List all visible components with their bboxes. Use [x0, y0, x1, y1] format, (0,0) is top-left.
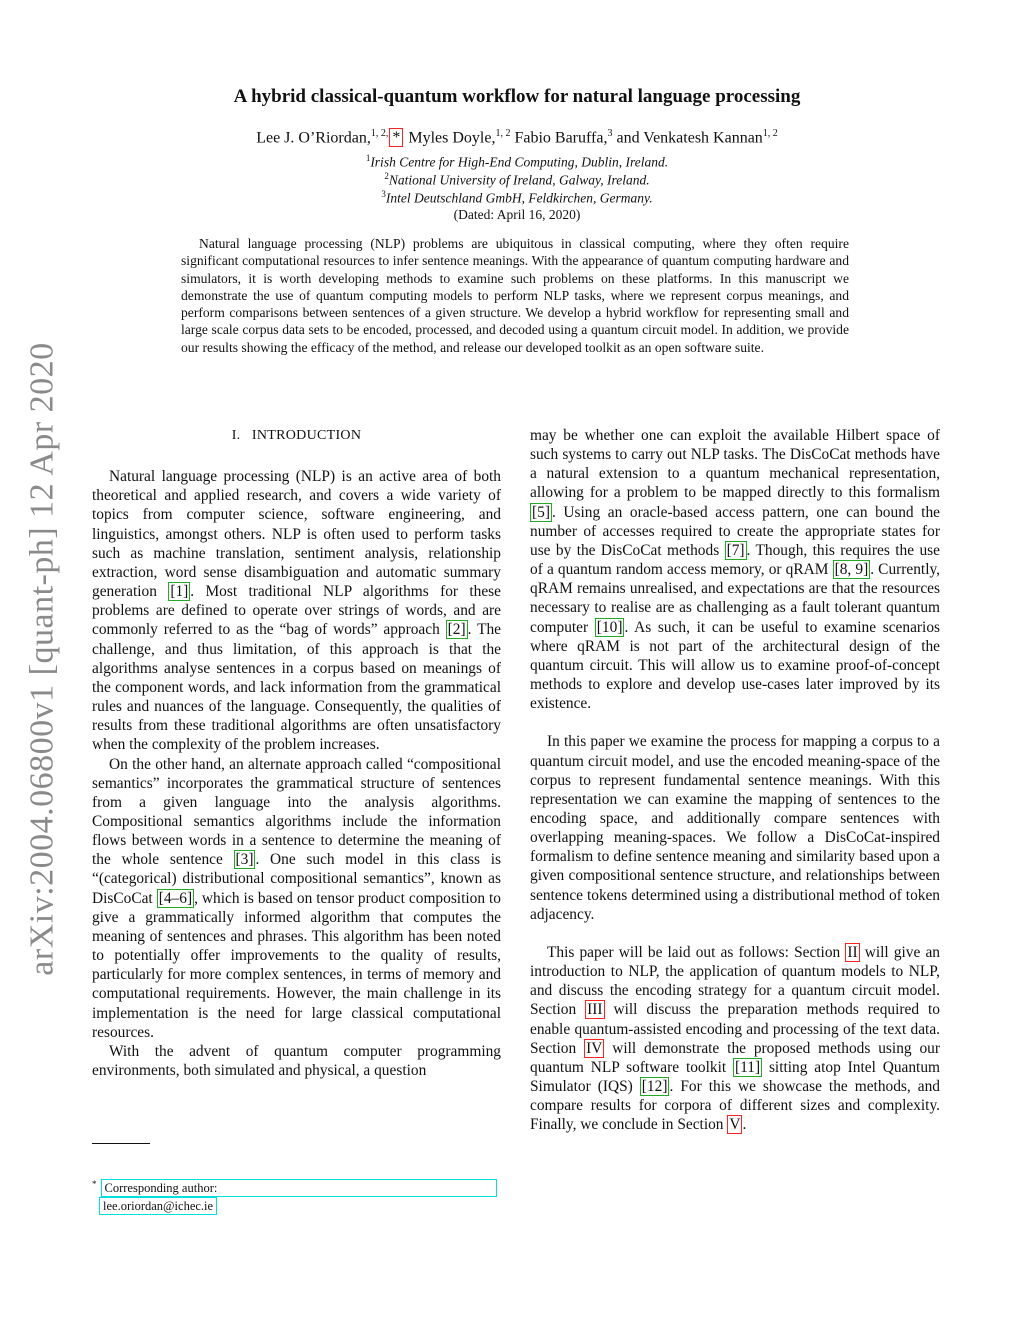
- arxiv-id: arXiv:2004.06800v1 [quant-ph] 12 Apr 2020: [24, 341, 61, 976]
- citation-link[interactable]: [5]: [532, 503, 550, 521]
- abstract: Natural language processing (NLP) problems are ubiquitous in classical computing, where they often require significant computational resources to infer sentence meanings. With the appearance of quantum computing hardware and simulators, it is worth developing methods to examine such problems on these platforms. In this manuscript we demonstrate the use of quantum computing models to perform NLP tasks, where we represent corpus meanings, and perform comparisons between sentences of a given structure. We develop a hybrid workflow for representing small and large scale corpus data sets to be encoded, processed, and decoded using a quantum circuit model. In addition, we provide our results showing the efficacy of the method, and release our developed toolkit as an open software suite.: [181, 236, 849, 355]
- dated-line: (Dated: April 16, 2020): [453, 207, 581, 222]
- author-list: [100, 128, 934, 147]
- right-column: [530, 426, 940, 1134]
- author-1-affil: 1, 2,: [370, 128, 389, 139]
- citation-link[interactable]: [3]: [235, 851, 254, 869]
- affiliation-text: Irish Centre for High-End Computing, Dublin, Ireland.: [370, 154, 669, 170]
- citation-link[interactable]: [2]: [447, 621, 466, 639]
- citation-link[interactable]: [8, 9]: [834, 561, 869, 579]
- affiliation-text: Intel Deutschland GmbH, Feldkirchen, Germany.: [385, 190, 653, 206]
- footnote-rule: [92, 1143, 150, 1144]
- affiliation-number: 1: [365, 153, 371, 163]
- affiliation-2: [100, 171, 934, 189]
- left-column: [92, 426, 501, 1080]
- email-link[interactable]: lee.oriordan@ichec.ie: [99, 1197, 217, 1215]
- paragraph: In this paper we examine the process for mapping a corpus to a quantum circuit model, and use the encoded meaning-space of the corpus to represent fundamental sentence meanings. With this representation we can examine the mapping of sentences to the encoding space, and additionally compare sentences with overlapping meaning-spaces. We follow a DisCoCat-inspired formalism to define sentence meaning and similarity based upon a given compositional sentence structure, and relationships between sentence tokens determined using a distributional method of token adjacency.: [530, 733, 940, 923]
- citation-link[interactable]: [10]: [596, 618, 623, 636]
- arxiv-sidebar-stamp: [18, 336, 68, 981]
- author-4: and Venkatesh Kannan: [616, 129, 763, 147]
- author-4-affil: 1, 2: [762, 128, 778, 139]
- affiliation-number: 2: [384, 171, 389, 181]
- affiliation-1: [100, 153, 934, 171]
- corresponding-author-mark[interactable]: *: [389, 128, 403, 147]
- footnote-mark: *: [92, 1179, 97, 1189]
- citation-link[interactable]: [1]: [170, 583, 189, 601]
- paper-title: A hybrid classical-quantum workflow for natural language processing: [233, 86, 801, 107]
- citation-link[interactable]: [12]: [641, 1078, 668, 1095]
- citation-link[interactable]: [11]: [735, 1058, 761, 1076]
- paragraph: Natural language processing (NLP) is an active area of both theoretical and applied research, and covers a wide variety of topics from computer science, software engineering, and linguistics, amongst others. NLP is often used to perform tasks such as machine translation, sentiment analysis, relationship extraction, word sense disambiguation and automatic summary generation [1] . Most traditional NLP algorithms for these problems are defined to operate over strings of words, and are commonly referred to as the “bag of words” approach [2] . The challenge, and thus limitation, of this approach is that the algorithms analyse sentences in a corpus based on meanings of the component words, and lack information from the grammatical rules and nuances of the language. Consequently, the qualities of results from these traditional algorithms are often unsatisfactory when the complexity of the problem increases.: [92, 468, 501, 754]
- author-2-affil: 1, 2: [495, 128, 511, 139]
- affiliation-3: [100, 189, 934, 207]
- section-ref-link[interactable]: V: [729, 1116, 741, 1134]
- author-2: Myles Doyle,: [408, 129, 496, 147]
- citation-link[interactable]: [4–6]: [158, 889, 193, 907]
- section-title: INTRODUCTION: [251, 428, 362, 443]
- footnote: [92, 1176, 502, 1215]
- section-ref-link[interactable]: II: [847, 943, 858, 961]
- citation-link[interactable]: [7]: [726, 541, 745, 559]
- section-ref-link[interactable]: III: [587, 1001, 603, 1019]
- author-3: Fabio Baruffa,: [514, 129, 608, 147]
- corresponding-author-link[interactable]: Corresponding author:: [101, 1179, 497, 1197]
- paragraph: This paper will be laid out as follows: Section II will give an introduction to NLP, the application of quantum models to NLP, and discuss the encoding strategy for a quantum circuit model. Section III will discuss the preparation methods required to enable quantum-assisted encoding and processing of the text data. Section IV will demonstrate the proposed methods using our quantum NLP software toolkit [11] sitting atop Intel Quantum Simulator (IQS) [12] . For this we showcase the methods, and compare results for corpora of different sizes and complexity. Finally, we conclude in Section V .: [530, 943, 941, 1134]
- author-3-affil: 3: [607, 128, 613, 139]
- section-ref-link[interactable]: IV: [586, 1039, 603, 1057]
- affiliation-text: National University of Ireland, Galway, Ireland.: [388, 172, 650, 188]
- section-number: I.: [231, 428, 241, 443]
- author-1: Lee J. O’Riordan,: [256, 129, 371, 147]
- section-heading: [92, 426, 501, 445]
- paragraph: On the other hand, an alternate approach called “compositional semantics” incorporates the grammatical structure of sentences from a given language into the analysis algorithms. Compositional semantics algorithms include the information flows between words in a sentence to determine the meaning of the whole sentence [3] . One such model in this class is “(categorical) distributional compositional semantics”, known as DisCoCat [4–6] , which is based on tensor product composition to give a grammatically informed algorithm that computes the meaning of sentences and phrases. This algorithm has been noted to potentially offer improvements to the quality of results, particularly for more complex sentences, in terms of memory and computational requirements. However, the main challenge in its implementation is the need for large classical computational resources.: [92, 755, 502, 1041]
- paragraph: may be whether one can exploit the available Hilbert space of such systems to carry out NLP tasks. The DisCoCat methods have a natural extension to a quantum mechanical representation, allowing for a problem to be mapped directly to this formalism [5] . Using an oracle-based access pattern, one can bound the number of accesses required to create the appropriate states for use by the DisCoCat methods [7] . Though, this requires the use of a quantum random access memory, or qRAM [8, 9] . Currently, qRAM remains unrealised, and expectations are that the resources necessary to realise are as challenging as a fault tolerant quantum computer [10] . As such, it can be useful to examine scenarios where qRAM is not part of the architectural design of the quantum circuit. This will allow us to examine proof-of-concept methods to explore and develop use-cases later improved by its existence.: [530, 427, 941, 713]
- affiliation-number: 3: [381, 189, 386, 199]
- paragraph: With the advent of quantum computer programming environments, both simulated and physical, a question: [92, 1042, 501, 1079]
